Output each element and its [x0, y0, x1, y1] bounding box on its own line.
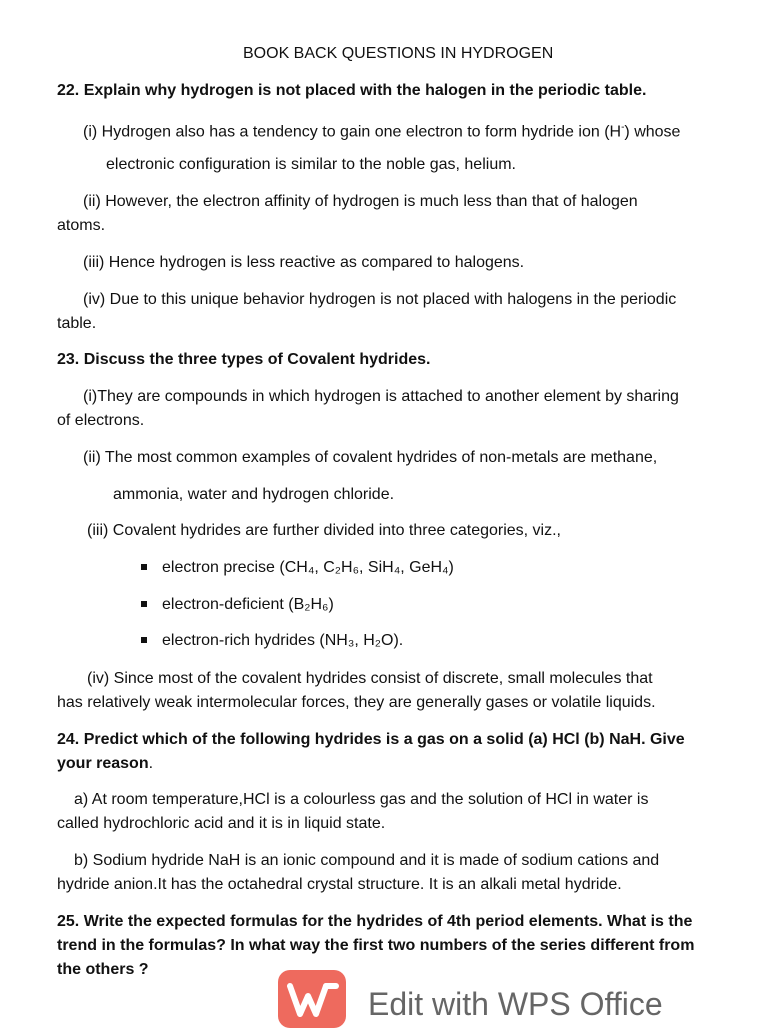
question-24-cont: [57, 753, 153, 775]
q22-point-2: (ii) However, the electron affinity of hydrogen is much less than that of halogen: [83, 193, 638, 210]
q22-point-3: (iii) Hence hydrogen is less reactive as compared to halogens.: [83, 254, 525, 271]
bullet-item-electron-precise: electron precise (CH₄, C₂H₆, SiH₄, GeH₄): [162, 559, 454, 576]
q22-point-1-text: (i) Hydrogen also has a tendency to gain one electron to form hydride ion (H: [83, 123, 622, 141]
document-title: BOOK BACK QUESTIONS IN HYDROGEN: [243, 45, 554, 62]
question-24-period: .: [148, 755, 154, 772]
q22-point-2-cont: atoms.: [57, 217, 106, 234]
q22-point-4-cont: table.: [57, 315, 97, 332]
question-24: 24. Predict which of the following hydrides is a gas on a solid (a) HCl (b) NaH. Give: [57, 731, 685, 748]
q23-point-4-cont: has relatively weak intermolecular forces, they are generally gases or volatile liquids.: [57, 694, 656, 711]
q23-point-1-cont: of electrons.: [57, 412, 145, 429]
q24-answer-a-cont: called hydrochloric acid and it is in liquid state.: [57, 815, 386, 832]
question-23: 23. Discuss the three types of Covalent hydrides.: [57, 351, 431, 368]
question-25: 25. Write the expected formulas for the hydrides of 4th period elements. What is the: [57, 913, 693, 930]
wps-edit-link[interactable]: Edit with WPS Office: [368, 986, 663, 1022]
q22-point-1-end: ) whose: [624, 123, 681, 141]
question-22: 22. Explain why hydrogen is not placed with the halogen in the periodic table.: [57, 82, 647, 99]
q23-point-2: (ii) The most common examples of covalent hydrides of non-metals are methane,: [83, 449, 658, 466]
bullet-item-electron-deficient: electron-deficient (B₂H₆): [162, 596, 334, 613]
question-25-cont: trend in the formulas? In what way the first two numbers of the series different from: [57, 937, 695, 954]
bullet-icon: [141, 637, 147, 643]
question-25-cont-2: the others ?: [57, 961, 149, 978]
bullet-item-electron-rich: electron-rich hydrides (NH₃, H₂O).: [162, 632, 404, 649]
q24-answer-b: b) Sodium hydride NaH is an ionic compound and it is made of sodium cations and: [74, 852, 660, 869]
q24-answer-a: a) At room temperature,HCl is a colourless gas and the solution of HCl in water is: [74, 791, 649, 808]
q23-point-2-cont: ammonia, water and hydrogen chloride.: [113, 486, 395, 503]
bullet-icon: [141, 601, 147, 607]
q23-point-1: (i)They are compounds in which hydrogen is attached to another element by sharing: [83, 388, 679, 405]
q22-point-1: [83, 117, 680, 143]
q22-point-1-cont: electronic configuration is similar to the noble gas, helium.: [106, 156, 516, 173]
question-24-reason: your reason: [57, 755, 149, 772]
bullet-icon: [141, 564, 147, 570]
q23-point-3: (iii) Covalent hydrides are further divided into three categories, viz.,: [87, 522, 561, 539]
wps-logo-icon: [278, 970, 346, 1028]
superscript-minus: -: [621, 122, 625, 133]
q22-point-4: (iv) Due to this unique behavior hydrogen is not placed with halogens in the periodic: [83, 291, 677, 308]
q24-answer-b-cont: hydride anion.It has the octahedral crystal structure. It is an alkali metal hydride.: [57, 876, 622, 893]
q23-point-4: (iv) Since most of the covalent hydrides consist of discrete, small molecules that: [87, 670, 653, 687]
